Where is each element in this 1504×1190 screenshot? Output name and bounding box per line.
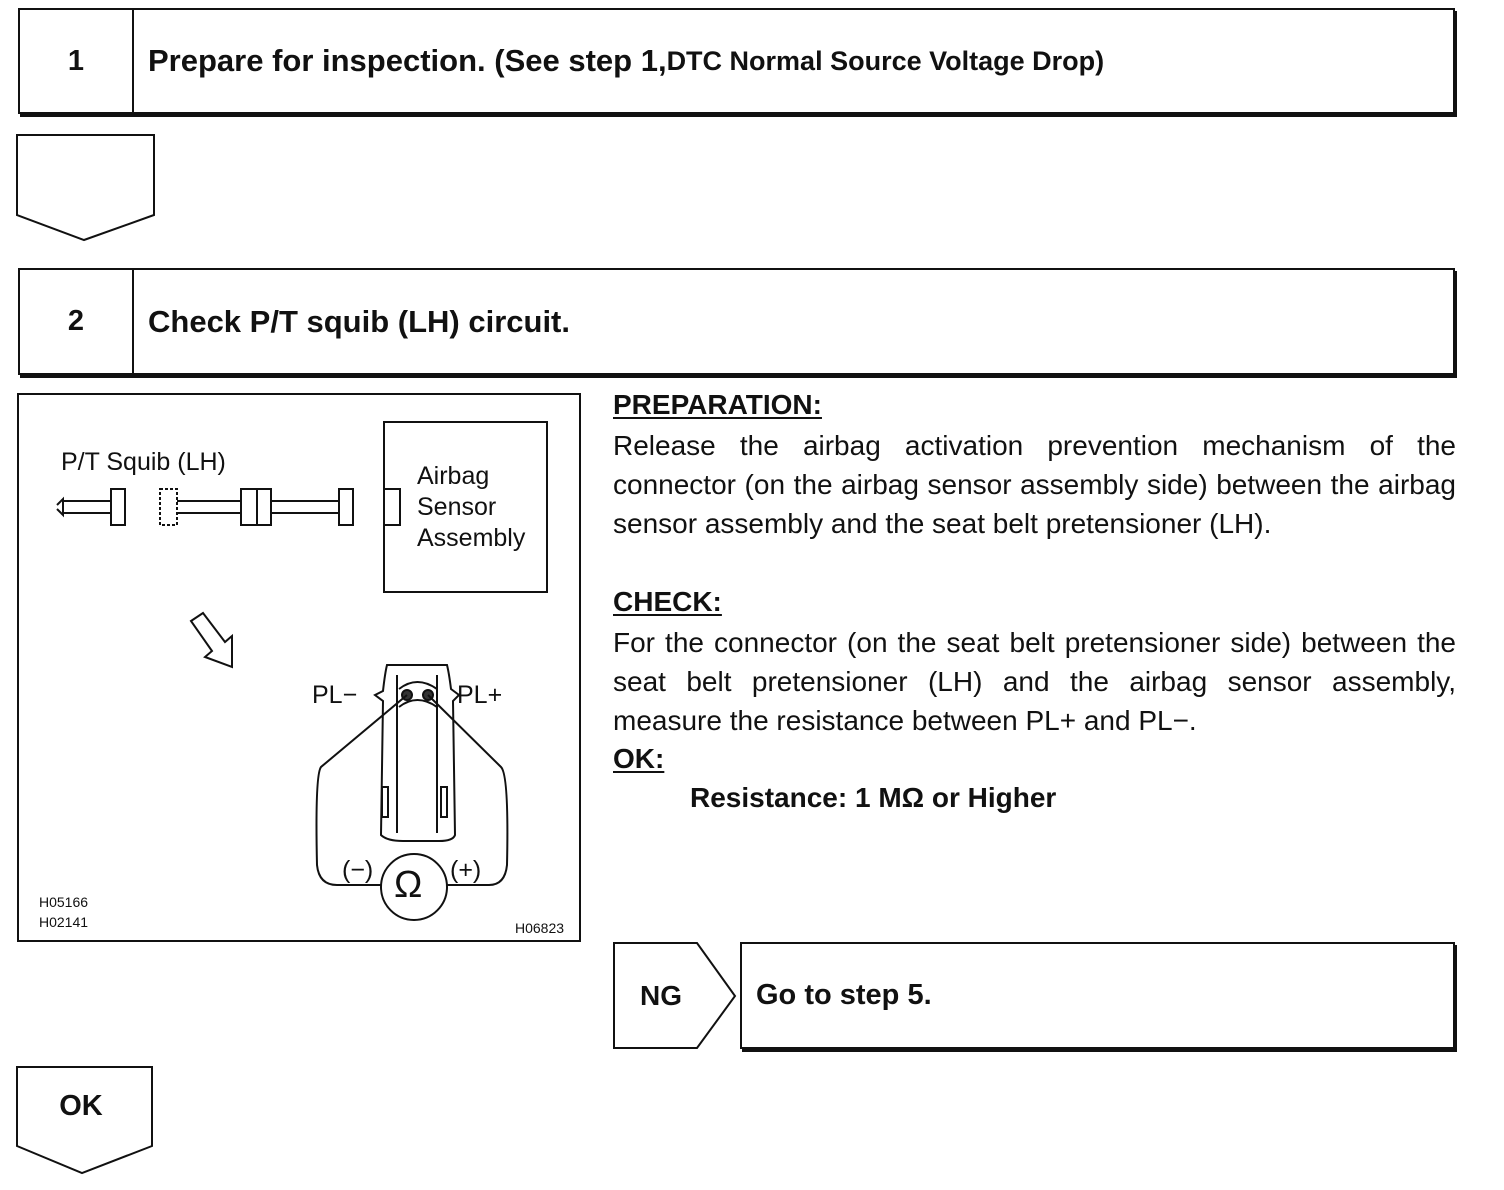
step-1-box bbox=[18, 8, 1455, 114]
pl-plus-label: PL+ bbox=[457, 681, 503, 709]
figure-code-2: H02141 bbox=[39, 914, 89, 930]
pl-minus-label: PL− bbox=[312, 681, 358, 709]
flow-arrow-1 bbox=[16, 134, 158, 244]
ng-action-box: Go to step 5. bbox=[740, 942, 1455, 1049]
check-heading: CHECK: bbox=[613, 586, 722, 617]
step-1-number: 1 bbox=[20, 10, 134, 112]
direction-arrow-icon bbox=[191, 613, 232, 667]
step-1-title-reference: DTC Normal Source Voltage Drop) bbox=[666, 45, 1105, 76]
ok-heading: OK: bbox=[613, 743, 665, 774]
figure-code-3: H06823 bbox=[515, 920, 565, 936]
ng-label: NG bbox=[640, 979, 682, 1011]
sensor-label-line-1: Airbag bbox=[417, 462, 490, 490]
step-2-number: 2 bbox=[20, 270, 134, 373]
resistance-spec: Resistance: 1 MΩ or Higher bbox=[690, 782, 1057, 813]
meter-minus-label: (−) bbox=[342, 856, 374, 884]
step-2-title: Check P/T squib (LH) circuit. bbox=[148, 303, 570, 339]
ohm-icon: Ω bbox=[394, 864, 423, 906]
squib-label: P/T Squib (LH) bbox=[61, 448, 226, 476]
step-1-title-main: Prepare for inspection. (See step 1, bbox=[148, 43, 667, 78]
sensor-label-line-3: Assembly bbox=[417, 524, 526, 552]
figure-code-1: H05166 bbox=[39, 894, 89, 910]
meter-plus-label: (+) bbox=[450, 856, 482, 884]
ok-flow-arrow bbox=[16, 1066, 158, 1178]
preparation-text: Release the airbag activation prevention mechanism of the connector (on the airbag sensor assembly side) between the airbag sensor assembly and the seat belt pretensioner (LH). bbox=[613, 430, 1456, 539]
sensor-label-line-2: Sensor bbox=[417, 493, 497, 521]
check-text: For the connector (on the seat belt pretensioner side) between the seat belt pretensioner (LH) and the airbag sensor assembly, measure the resistance between PL+ and PL−. bbox=[613, 627, 1456, 736]
circuit-figure bbox=[17, 393, 581, 942]
step-2-box bbox=[18, 268, 1455, 375]
preparation-heading: PREPARATION: bbox=[613, 389, 822, 420]
ok-label: OK bbox=[59, 1090, 103, 1122]
step-1-title bbox=[148, 10, 1104, 112]
